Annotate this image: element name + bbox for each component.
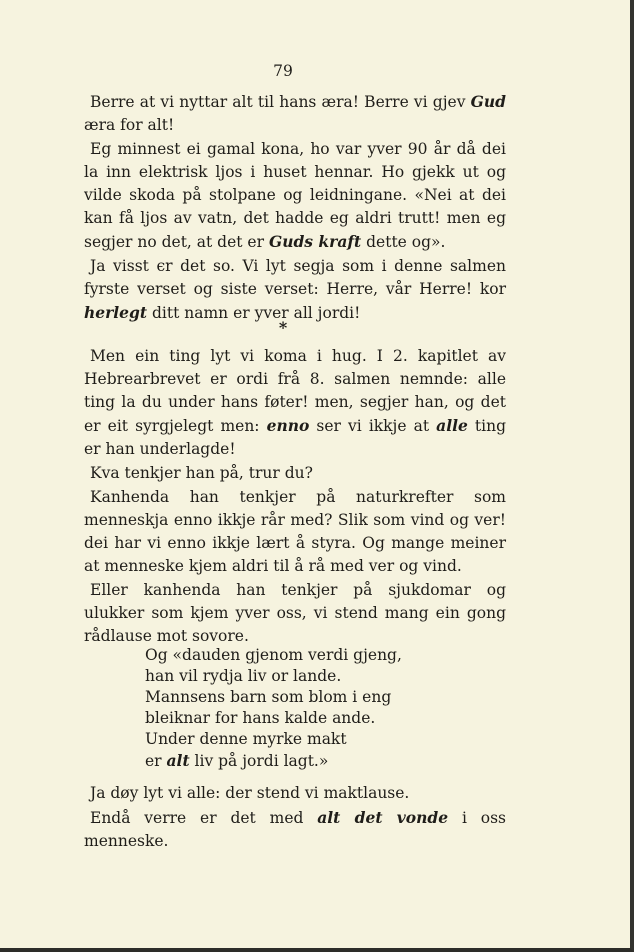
text-run: ser vi ikkje at [309, 417, 437, 435]
paragraph [84, 345, 506, 461]
text-run: Eller kanhenda han tenkjer på sjukdomar og ulukker som kjem yver oss, vi stend mang ein gong rådlause mot sovore. [84, 581, 506, 645]
emphasis-text: alt [166, 751, 190, 770]
section-separator: * [278, 318, 288, 337]
poem-line [145, 665, 445, 686]
paragraph [84, 782, 506, 805]
text-run: Kva tenkjer han på, trur du? [90, 464, 313, 482]
text-block-3 [84, 782, 506, 853]
text-run: ditt namn er yver all jordi! [147, 304, 361, 322]
emphasis-text: Gud [470, 92, 506, 111]
paragraph [84, 806, 506, 853]
text-run: Berre at vi nyttar alt til hans æra! Berre vi gjev [90, 93, 471, 111]
emphasis-text: alle [436, 416, 468, 435]
text-run: Mannsens barn som blom i eng [145, 688, 392, 706]
poem-line [145, 707, 445, 728]
paragraph [84, 462, 506, 485]
poem-stanza [145, 644, 445, 770]
text-run: er [145, 752, 167, 770]
poem-line [145, 644, 445, 665]
text-run: Ja døy lyt vi alle: der stend vi maktlause. [90, 784, 410, 802]
emphasis-text: Guds kraft [268, 232, 362, 251]
text-run: Ja visst ϵr det so. Vi lyt segja som i denne salmen fyrste verset og siste verset: Herre, vår Herre! kor [84, 257, 506, 298]
paragraph [84, 579, 506, 648]
text-run: i oss menneske. [84, 809, 506, 850]
poem-line [145, 749, 445, 770]
text-run: han vil rydja liv or lande. [145, 667, 342, 685]
page-number: 79 [273, 62, 293, 80]
text-block-1 [84, 90, 506, 325]
text-run: Endå verre er det med [90, 809, 318, 827]
paragraph [84, 255, 506, 325]
emphasis-text: enno [266, 416, 310, 435]
text-run: bleiknar for hans kalde ande. [145, 709, 376, 727]
emphasis-text: alt det vonde [317, 808, 449, 827]
paragraph [84, 486, 506, 578]
text-run: Eg minnest ei gamal kona, ho var yver 90 år då dei la inn elektrisk ljos i huset hennar. Ho gjekk ut og vilde skoda på stolpane og leidningane. «Nei at dei kan få ljos av vatn, det hadde eg aldri trutt! men eg segjer no det, at det er [84, 140, 506, 251]
text-run: Men ein ting lyt vi koma i hug. I 2. kapitlet av Hebrearbrevet er ordi frå 8. salmen nemnde: alle ting la du under hans føter! men, segjer han, og det er eit syrgjelegt men: [84, 347, 506, 435]
text-run: ting er han underlagde! [84, 417, 507, 458]
emphasis-text: herlegt [84, 303, 148, 322]
paragraph [84, 90, 506, 137]
text-block-2 [84, 345, 506, 648]
poem-line [145, 728, 445, 749]
text-run: dette og». [361, 233, 446, 251]
text-run: Kanhenda han tenkjer på naturkrefter som menneskja enno ikkje rår med? Slik som vind og ver! dei har vi enno ikkje lært å styra. Og mange meiner at menneske kjem aldri til å rå med ver og vind. [84, 488, 506, 575]
paragraph [84, 138, 506, 254]
text-run: Under denne myrke makt [145, 730, 347, 748]
text-run: æra for alt! [84, 116, 175, 134]
poem-line [145, 686, 445, 707]
text-run: liv på jordi lagt.» [189, 752, 329, 770]
text-run: Og «dauden gjenom verdi gjeng, [145, 646, 402, 664]
